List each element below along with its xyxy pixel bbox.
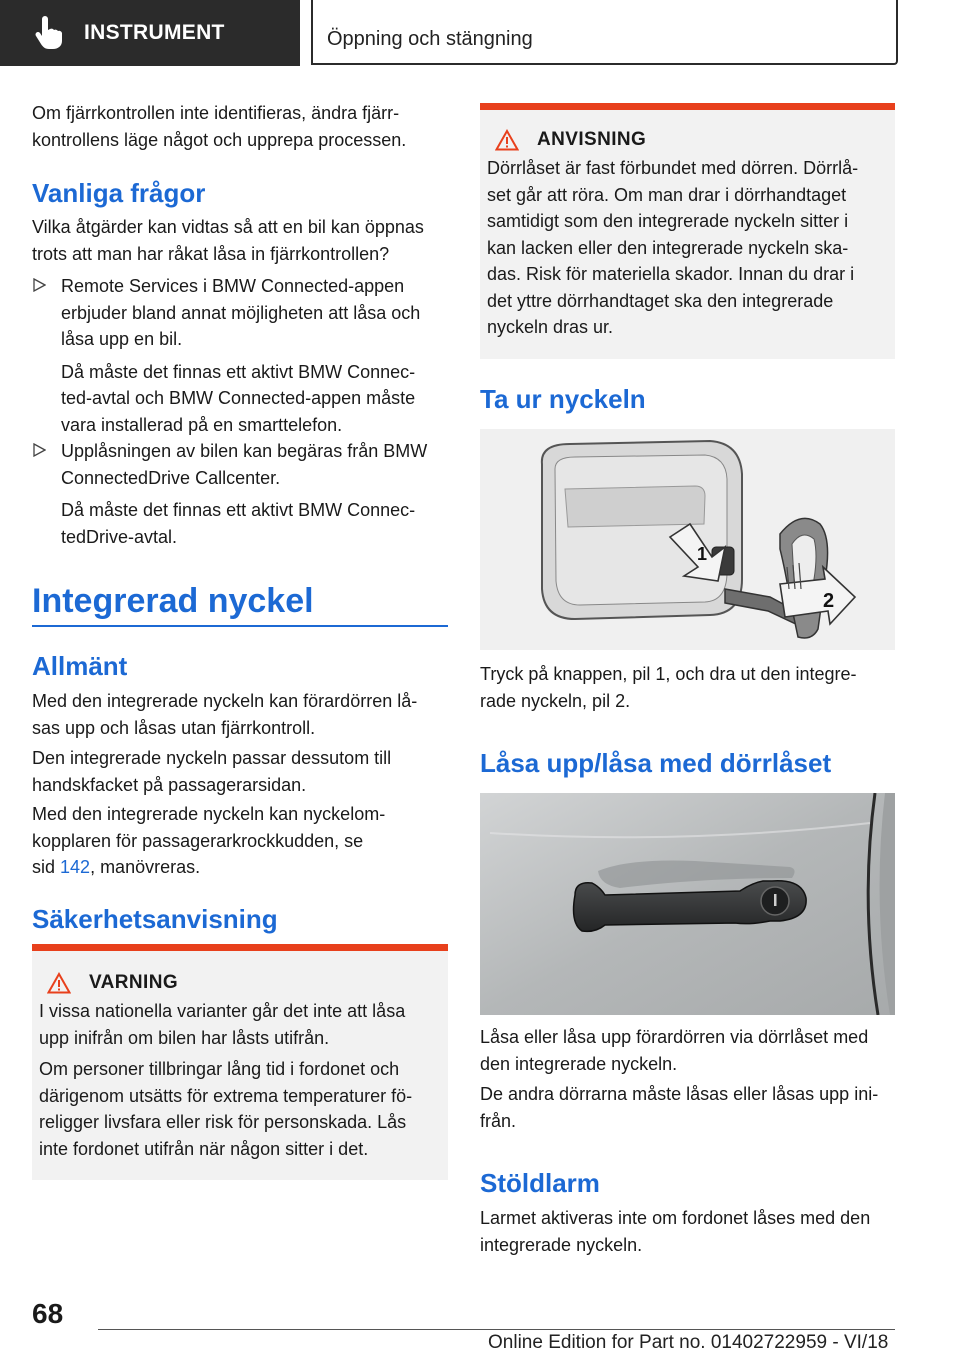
footer-rule	[98, 1329, 895, 1330]
intro-paragraph: Om fjärrkontrollen inte identifieras, ändra fjärr- kontrollens läge något och upprepa processen.	[32, 103, 407, 150]
list-item: Upplåsningen av bilen kan begäras från BMW ConnectedDrive Callcenter. Då måste det finnas ett aktivt BMW Connec- tedDrive-avtal.	[32, 438, 448, 550]
triangle-bullet-icon	[32, 278, 46, 292]
heading-rule	[32, 625, 448, 627]
notice-box: ANVISNING Dörrlåset är fast förbundet med dörren. Dörrlå- set går att röra. Om man drar i dörrhandtaget samtidigt som den integrerade nyckeln sitter i kan lacken eller den integrerade nyckeln ska- das. Risk för materiella skador. Innan du drar i det yttre dörrhandtaget ska den integrerade nyckeln dras ur.	[480, 103, 895, 359]
hand-pointer-icon	[30, 15, 66, 51]
chapter-title: Öppning och stängning	[327, 28, 533, 50]
warning-triangle-icon	[495, 129, 519, 151]
page-number: 68	[32, 1298, 64, 1329]
warning-title: VARNING	[89, 972, 179, 993]
section-label: INSTRUMENT	[84, 21, 225, 44]
faq-heading: Vanliga frågor	[32, 178, 206, 208]
arrow-label-2: 2	[823, 590, 835, 612]
warning-triangle-icon	[47, 972, 71, 994]
door-handle-photo	[480, 793, 895, 1015]
door-handle-icon	[480, 793, 895, 1015]
integrated-key-heading: Integrerad nyckel	[32, 582, 314, 620]
page-reference-link[interactable]: 142	[60, 857, 91, 877]
notice-bar	[480, 103, 895, 110]
remove-key-paragraph: Tryck på knappen, pil 1, och dra ut den integre- rade nyckeln, pil 2.	[480, 664, 857, 711]
faq-question: Vilka åtgärder kan vidtas så att en bil kan öppnas trots att man har råkat låsa in fjärrkontrollen?	[32, 217, 424, 264]
general-paragraph-2: Den integrerade nyckeln passar dessutom till handskfacket på passagerarsidan.	[32, 748, 392, 795]
general-paragraph-3: Med den integrerade nyckeln kan nyckelom- kopplaren för passagerarkrockkudden, se sid 142, manövreras.	[32, 804, 386, 877]
arrow-label-1: 1	[697, 544, 708, 564]
section-tab[interactable]	[0, 0, 300, 66]
door-lock-heading: Låsa upp/låsa med dörrlåset	[480, 748, 832, 778]
remote-key-icon	[480, 429, 895, 650]
triangle-bullet-icon	[32, 443, 46, 457]
chapter-header	[311, 0, 898, 65]
list-item: Remote Services i BMW Connected-appen erbjuder bland annat möjligheten att låsa och låsa upp en bil. Då måste det finnas ett aktivt BMW Connec- ted-avtal och BMW Connected-appen måste vara installerad på en smarttelefon.	[32, 273, 448, 438]
key-illustration	[480, 429, 895, 650]
remove-key-heading: Ta ur nyckeln	[480, 384, 646, 414]
alarm-heading: Stöldlarm	[480, 1168, 600, 1198]
warning-box: VARNING I vissa nationella varianter går det inte att låsa upp inifrån om bilen har låsts utifrån. Om personer tillbringar lång tid i fordonet och därigenom utsätts för extrema temperaturer fö- religger livsfara eller risk för personskada. Lås inte fordonet utifrån när någon sitter i det.	[32, 944, 448, 1180]
door-lock-paragraph-1: Låsa eller låsa upp förardörren via dörrlåset med den integrerade nyckeln.	[480, 1027, 869, 1074]
safety-heading: Säkerhetsanvisning	[32, 904, 278, 934]
door-lock-paragraph-2: De andra dörrarna måste låsas eller låsas upp ini- från.	[480, 1084, 879, 1131]
notice-title: ANVISNING	[537, 129, 647, 150]
alarm-paragraph: Larmet aktiveras inte om fordonet låses med den integrerade nyckeln.	[480, 1208, 871, 1255]
edition-text: Online Edition for Part no. 01402722959 - VI/18	[488, 1332, 889, 1353]
general-paragraph-1: Med den integrerade nyckeln kan förardörren lå- sas upp och låsas utan fjärrkontroll.	[32, 691, 418, 738]
general-heading: Allmänt	[32, 651, 128, 681]
warning-bar	[32, 944, 448, 951]
